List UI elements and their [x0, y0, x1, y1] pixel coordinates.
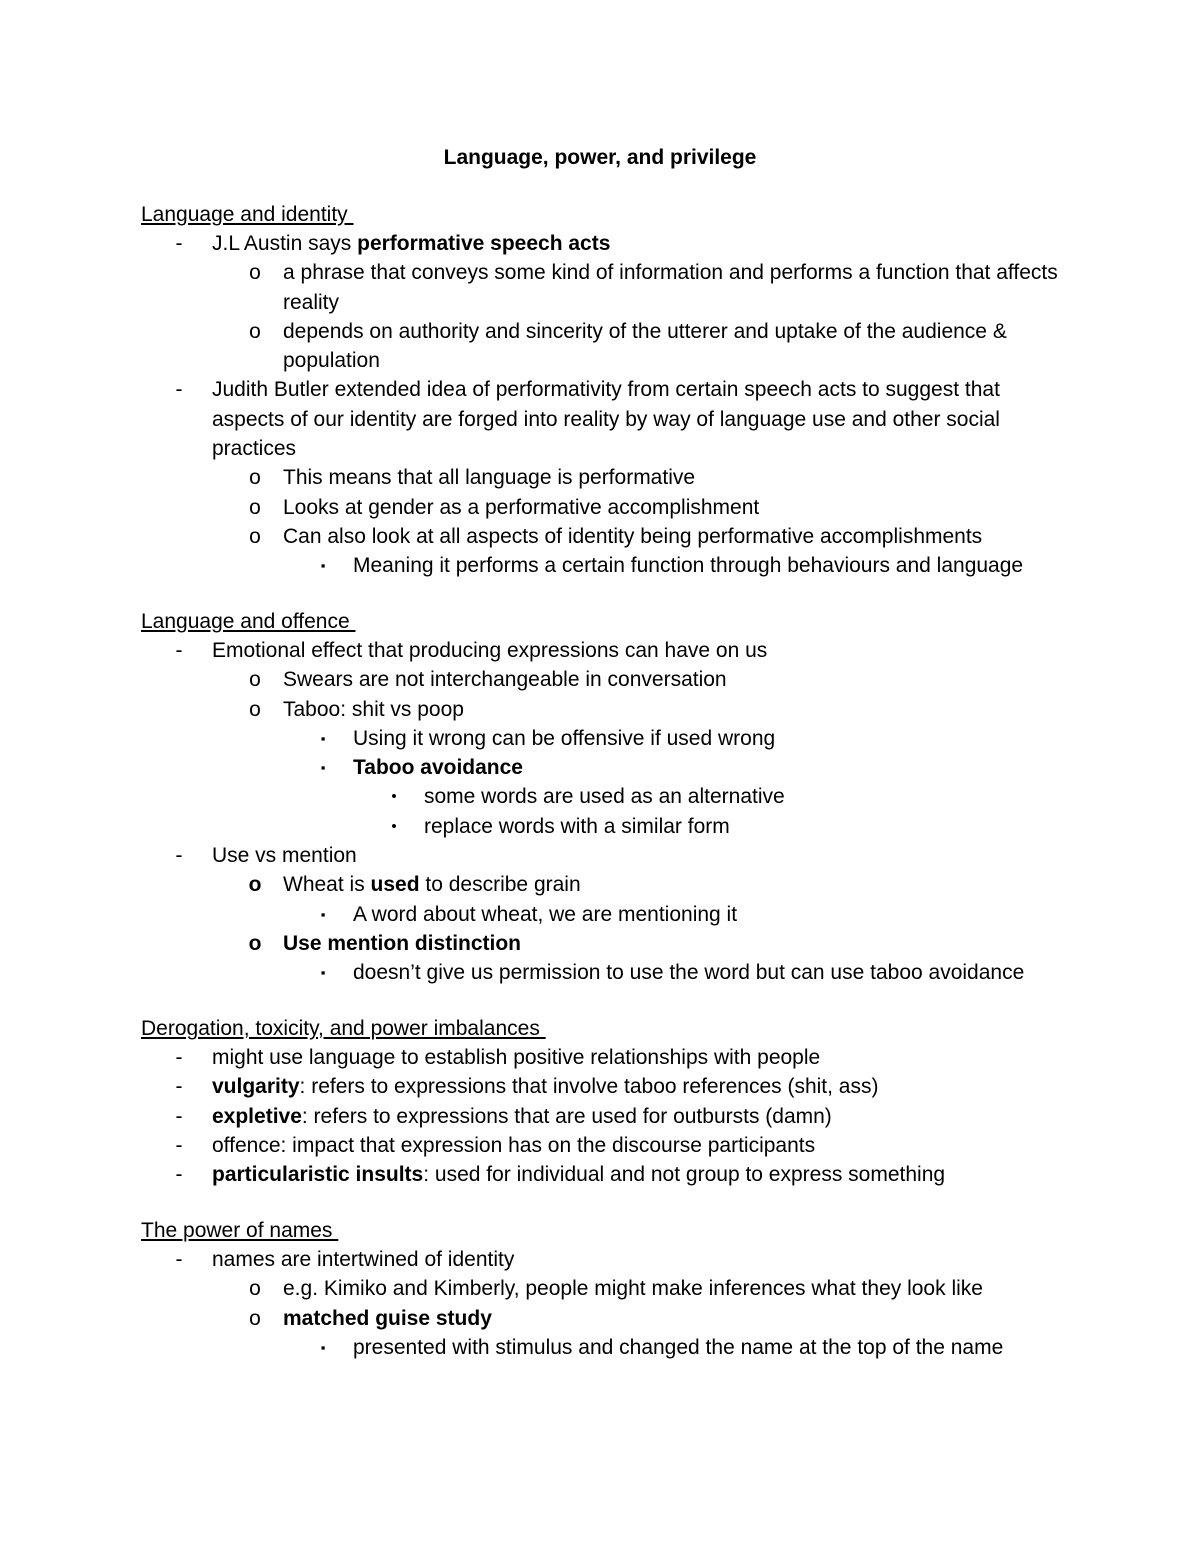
- list-item: o Use mention distinction: [141, 929, 1071, 958]
- list-item: ▪ A word about wheat, we are mentioning it: [141, 900, 1071, 929]
- square-bullet: ▪: [320, 558, 326, 574]
- dash-bullet: -: [175, 639, 183, 662]
- list-item: - Judith Butler extended idea of performativity from certain speech acts to suggest that aspects of our identity are forged into reality by way of language use and other social practices: [141, 375, 1071, 463]
- list-item: o a phrase that conveys some kind of information and performs a function that affects reality: [141, 258, 1071, 317]
- list-item: ▪ Meaning it performs a certain function through behaviours and language: [141, 551, 1071, 580]
- list-item: ▪ presented with stimulus and changed the name at the top of the name: [141, 1333, 1071, 1362]
- dash-bullet: -: [175, 844, 183, 868]
- circle-bullet: o: [249, 668, 261, 692]
- list-item: o matched guise study: [141, 1304, 1071, 1333]
- list-item: - Use vs mention: [141, 841, 1071, 870]
- circle-bullet: o: [249, 466, 261, 490]
- section-heading: Language and offence: [141, 610, 356, 633]
- dash-bullet: -: [175, 232, 183, 255]
- dash-bullet: -: [175, 1248, 183, 1271]
- section-language-and-identity: [141, 200, 1071, 581]
- document-title: Language, power, and privilege: [443, 146, 757, 169]
- section-derogation-toxicity: [141, 1014, 1071, 1189]
- list-item: o Swears are not interchangeable in conversation: [141, 665, 1071, 694]
- list-item: o Looks at gender as a performative accomplishment: [141, 493, 1071, 522]
- list-item: • some words are used as an alternative: [141, 782, 1071, 811]
- circle-bullet: o: [249, 1306, 261, 1330]
- list-item: - J.L Austin says performative speech acts: [141, 229, 1071, 258]
- section-heading: Derogation, toxicity, and power imbalances: [141, 1017, 546, 1040]
- circle-bullet: o: [248, 931, 262, 955]
- list-item: o depends on authority and sincerity of the utterer and uptake of the audience & population: [141, 317, 1071, 376]
- circle-bullet: o: [249, 261, 261, 285]
- list-item: o This means that all language is performative: [141, 463, 1071, 492]
- circle-bullet: o: [249, 495, 261, 519]
- list-item: • replace words with a similar form: [141, 812, 1071, 841]
- list-item: - offence: impact that expression has on the discourse participants: [141, 1131, 1071, 1160]
- dot-bullet: •: [391, 788, 397, 806]
- list-item: - names are intertwined of identity: [141, 1245, 1071, 1274]
- list-item: - Emotional effect that producing expressions can have on us: [141, 636, 1071, 665]
- square-bullet: ▪: [320, 760, 326, 776]
- list-item: o Can also look at all aspects of identity being performative accomplishments: [141, 522, 1071, 551]
- circle-bullet: o: [249, 1277, 261, 1301]
- list-item: ▪ Taboo avoidance: [141, 753, 1071, 782]
- section-language-and-offence: [141, 607, 1071, 988]
- list-item: ▪ doesn’t give us permission to use the word but can use taboo avoidance: [141, 958, 1071, 987]
- list-item: - might use language to establish positive relationships with people: [141, 1043, 1071, 1072]
- dash-bullet: -: [175, 1104, 183, 1128]
- circle-bullet: o: [248, 873, 262, 897]
- list-item: o e.g. Kimiko and Kimberly, people might make inferences what they look like: [141, 1274, 1071, 1303]
- square-bullet: ▪: [320, 965, 326, 981]
- dash-bullet: -: [175, 1133, 183, 1157]
- list-item: o Wheat is used to describe grain: [141, 870, 1071, 899]
- section-heading: Language and identity: [141, 203, 354, 226]
- section-power-of-names: [141, 1216, 1071, 1362]
- list-item: - expletive: refers to expressions that are used for outbursts (damn): [141, 1102, 1071, 1131]
- circle-bullet: o: [249, 697, 261, 721]
- dash-bullet: -: [175, 378, 183, 402]
- square-bullet: ▪: [320, 1339, 326, 1355]
- dash-bullet: -: [175, 1075, 183, 1099]
- square-bullet: ▪: [320, 906, 326, 922]
- dash-bullet: -: [175, 1163, 183, 1187]
- section-heading: The power of names: [141, 1219, 339, 1242]
- square-bullet: ▪: [320, 730, 326, 746]
- dash-bullet: -: [175, 1046, 183, 1069]
- circle-bullet: o: [249, 524, 261, 548]
- list-item: o Taboo: shit vs poop: [141, 695, 1071, 724]
- list-item: - vulgarity: refers to expressions that involve taboo references (shit, ass): [141, 1072, 1071, 1101]
- circle-bullet: o: [249, 319, 261, 343]
- list-item: - particularistic insults: used for individual and not group to express something: [141, 1160, 1071, 1189]
- list-item: ▪ Using it wrong can be offensive if used wrong: [141, 724, 1071, 753]
- dot-bullet: •: [391, 817, 397, 835]
